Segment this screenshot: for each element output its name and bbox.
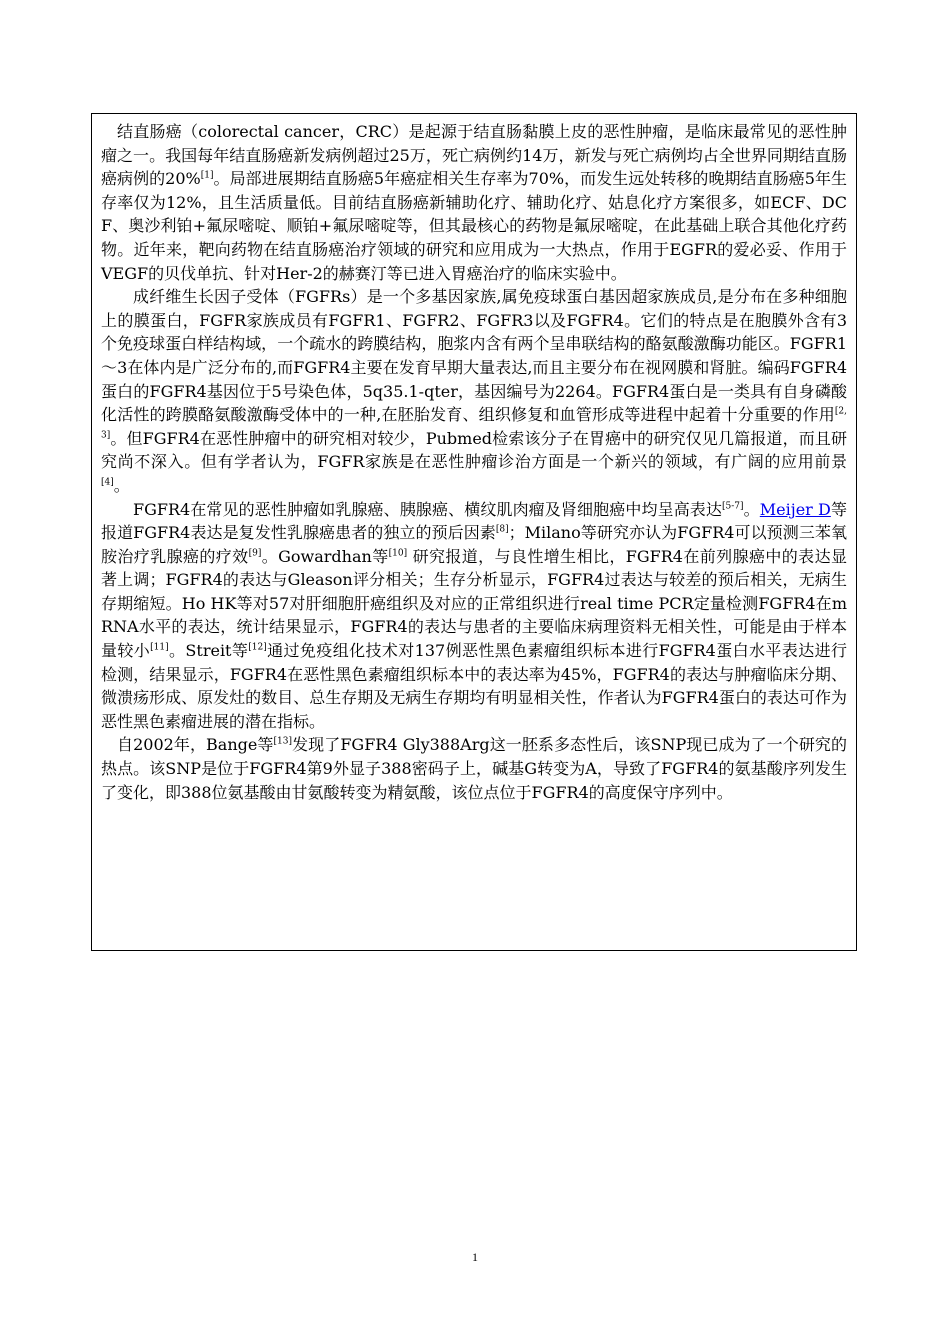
author-link-meijer[interactable]: Meijer D xyxy=(759,499,831,519)
text: 通过免疫组化技术对137例恶性黑色素瘤组织标本进行FGFR4蛋白水平表达进行检测，结果显示，FGFR4在恶性黑色素瘤组织标本中的表达率为45%，FGFR4的表达与肿瘤临床分期、微溃疡形成、原发灶的数目、总生存期及无病生存期均有明显相关性，作者认为FGFR4蛋白的表达可作为恶性黑色素瘤进展的潜在指标。 xyxy=(101,641,847,731)
citation: [12] xyxy=(248,642,267,653)
text: 发现了FGFR4 Gly388Arg这一胚系多态性后，该SNP现已成为了一个研究的热点。该SNP是位于FGFR4第9外显子388密码子上，碱基G转变为A，导致了FGFR4的氨基酸序列发生了变化，即388位氨基酸由甘氨酸转变为精氨酸，该位点位于FGFR4的高度保守序列中。 xyxy=(101,735,847,802)
paragraph-fgfr4-expression xyxy=(101,498,847,734)
citation: [4] xyxy=(101,477,114,488)
content-box xyxy=(91,113,857,951)
citation: [13] xyxy=(273,737,292,748)
text: 。 xyxy=(743,499,760,519)
paragraph-crc-intro xyxy=(101,120,847,285)
citation: [10] xyxy=(388,548,408,559)
citation: [2,3] xyxy=(101,406,847,441)
citation: [8] xyxy=(495,524,509,535)
text: 等报道FGFR4表达是复发性乳腺癌患者的独立的预后因素 xyxy=(101,499,847,543)
text: 结直肠癌（colorectal cancer，CRC）是起源于结直肠黏膜上皮的恶性肿瘤，是临床最常见的恶性肿瘤之一。我国每年结直肠癌新发病例超过25万，死亡病例约14万，新发与死亡病例均占全世界同期结直肠癌病例的20% xyxy=(101,122,847,189)
text: 自2002年，Bange等 xyxy=(117,735,274,755)
citation: [1] xyxy=(200,170,214,181)
page-number: 1 xyxy=(472,1250,478,1264)
text: ；Milano等研究亦认为FGFR4可以预测三苯氧胺治疗乳腺癌的疗效 xyxy=(101,523,847,566)
citation: [9] xyxy=(248,548,262,559)
text: 。但FGFR4在恶性肿瘤中的研究相对较少，Pubmed检索该分子在胃癌中的研究仅见几篇报道，而且研究尚不深入。但有学者认为，FGFR家族是在恶性肿瘤诊治方面是一个新兴的领域，有广阔的应用前景 xyxy=(101,428,847,472)
text: 。Streit等 xyxy=(168,641,249,661)
paragraph-fgfr-family xyxy=(101,285,847,497)
text: 成纤维生长因子受体（FGFRs）是一个多基因家族,属免疫球蛋白基因超家族成员,是分布在多种细胞上的膜蛋白，FGFR家族成员有FGFR1、FGFR2、FGFR3以及FGFR4。它们的特点是在胞膜外含有3个免疫球蛋白样结构域，一个疏水的跨膜结构，胞浆内含有两个呈串联结构的酪氨酸激酶功能区。FGFR1～3在体内是广泛分布的,而FGFR4主要在发育早期大量表达,而且主要分布在视网膜和肾脏。编码FGFR4蛋白的FGFR4基因位于5号染色体，5q35.1-qter，基因编号为2264。FGFR4蛋白是一类具有自身磷酸化活性的跨膜酪氨酸激酶受体中的一种,在胚胎发育、组织修复和血管形成等进程中起着十分重要的作用 xyxy=(101,287,847,425)
text: 。局部进展期结直肠癌5年癌症相关生存率为70%，而发生远处转移的晚期结直肠癌5年生存率仅为12%，且生活质量低。目前结直肠癌新辅助化疗、辅助化疗、姑息化疗方案很多，如ECF、DCF、奥沙利铂+氟尿嘧啶、顺铂+氟尿嘧啶等，但其最核心的药物是氟尿嘧啶，在此基础上联合其他化疗药物。近年来，靶向药物在结直肠癌治疗领域的研究和应用成为一大热点，作用于EGFR的爱必妥、作用于VEGF的贝伐单抗、针对Her-2的赫赛汀等已进入胃癌治疗的临床实验中。 xyxy=(101,169,847,283)
text: 研究报道，与良性增生相比，FGFR4在前列腺癌中的表达显著上调；FGFR4的表达与Gleason评分相关；生存分析显示，FGFR4过表达与较差的预后相关，无病生存期缩短。Ho HK等对57对肝细胞肝癌组织及对应的正常组织进行real time PCR定量检测FGFR4在mRNA水平的表达，统计结果显示，FGFR4的表达与患者的主要临床病理资料无相关性，可能是由于样本量较小 xyxy=(101,546,847,661)
citation: [5-7] xyxy=(722,501,744,512)
paragraph-snp xyxy=(101,733,847,804)
text: FGFR4在常见的恶性肿瘤如乳腺癌、胰腺癌、横纹肌肉瘤及肾细胞癌中均呈高表达 xyxy=(133,499,723,519)
citation: [11] xyxy=(150,642,169,653)
text: 。 xyxy=(113,475,130,495)
text: 。Gowardhan等 xyxy=(261,546,389,566)
